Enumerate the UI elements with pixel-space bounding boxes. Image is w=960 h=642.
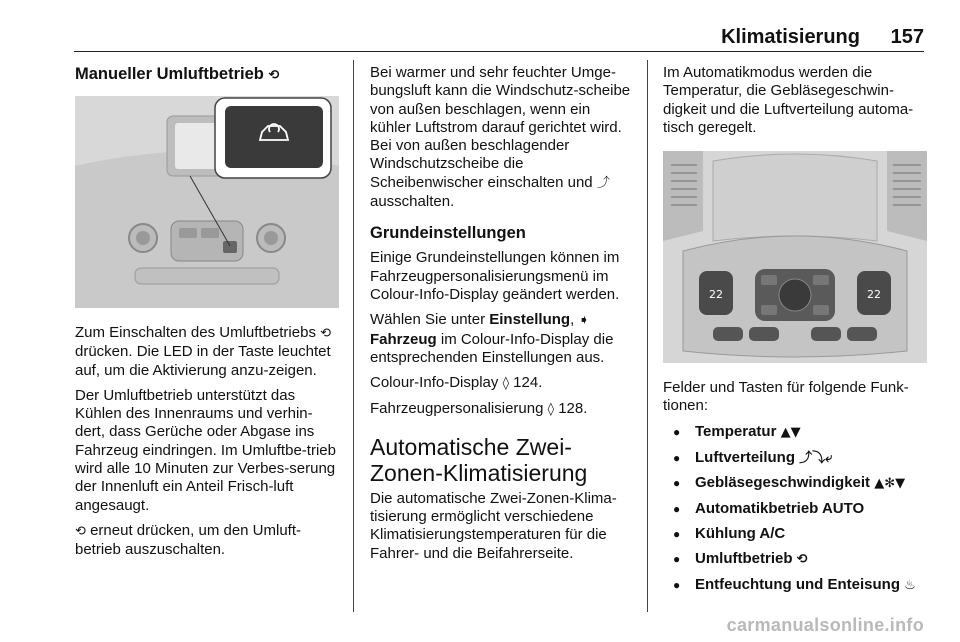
list-item: ● Automatikbetrieb AUTO [663, 500, 925, 518]
column-3 [663, 64, 925, 601]
page-reference-icon: ◊ [502, 376, 509, 392]
list-item: ● Kühlung A/C [663, 525, 925, 543]
defrost-icon: ♨ [904, 577, 916, 593]
column-1 [75, 64, 341, 567]
figure-climate-control-panel [663, 151, 927, 363]
arrow-icon: ➧ [578, 313, 590, 329]
section-heading-basic-settings: Grundeinstellungen [370, 224, 526, 243]
air-distribution-icon: ⤴⤵⤶ [799, 450, 833, 466]
paragraph-windshield: Bei warmer und sehr feuchter Umge-bungsluft kann die Windschutz-scheibe von außen beschlagen, wenn ein kühler Luftstrom darauf gerichtet wird. Bei von außen beschlagender Windschutzscheibe die Scheibenwischer einschalten und ⤴ ausschalten. [370, 64, 631, 211]
paragraph-select: Wählen Sie unter Einstellung, ➧ Fahrzeug im Colour-Info-Display die entsprechenden Einstellungen aus. [370, 311, 614, 366]
wiper-icon: ⤴ [596, 175, 610, 191]
list-item: ● Luftverteilung ⤴⤵⤶ [663, 449, 925, 468]
section-heading-dual-zone: Automatische Zwei-Zonen-Klimatisierung [370, 433, 588, 486]
controls-list [663, 423, 925, 595]
column-divider-2 [647, 60, 648, 612]
chapter-title: Klimatisierung [721, 26, 860, 48]
reference-vehicle-personalisation[interactable]: Fahrzeugpersonalisierung ◊ 128. [370, 400, 588, 418]
figure-recirculation-button [75, 96, 339, 308]
recirculation-icon: ⟲ [796, 551, 808, 567]
recirculation-icon: ⟲ [268, 68, 280, 83]
watermark-footer: carmanualsonline.info [726, 615, 924, 635]
page-number: 157 [890, 26, 924, 48]
temperature-arrows-icon: ▲▼ [780, 424, 801, 440]
fan-speed-icon: ▲✻▼ [874, 476, 906, 492]
column-2 [370, 64, 635, 570]
reference-colour-info-display[interactable]: Colour-Info-Display ◊ 124. [370, 374, 543, 392]
paragraph-settings: Einige Grundeinstellungen können im Fahrzeugpersonalisierungsmenü im Colour-Info-Display geändert werden. [370, 249, 620, 303]
column-divider-1 [353, 60, 354, 612]
section-heading-recirculation: Manueller Umluftbetrieb ⟲ [75, 65, 280, 83]
paragraph-description: Der Umluftbetrieb unterstützt das Kühlen des Innenraums und verhin-dert, dass Gerüche oder Abgase ins Fahrzeug eindringen. Im Umluftbe-trieb wird alle 10 Minuten zur Verbes-serung der Innenluft ein Anteil Frisch-luft angesaugt. [75, 386, 336, 514]
paragraph-deactivate: ⟲ erneut drücken, um den Umluft-betrieb auszuschalten. [75, 521, 302, 559]
list-item: ● Temperatur ▲▼ [663, 423, 925, 442]
list-item: ● Umluftbetrieb ⟲ [663, 550, 925, 569]
paragraph-automatic: Im Automatikmodus werden die Temperatur, die Gebläsegeschwin-digkeit und die Luftverteilung automa-tisch geregelt. [663, 64, 914, 136]
page-header [74, 24, 924, 52]
list-item: ● Gebläsegeschwindigkeit ▲✻▼ [663, 474, 925, 493]
header-rule [74, 51, 924, 52]
right-temp-label: 22 [867, 288, 881, 302]
page-reference-icon: ◊ [547, 402, 555, 418]
list-item: ● Entfeuchtung und Enteisung ♨ [663, 576, 925, 595]
paragraph-dual-zone: Die automatische Zwei-Zonen-Klima-tisierung ermöglicht verschiedene Klimatisierungstemperaturen für die Fahrer- und die Beifahrerseite. [370, 489, 617, 562]
left-temp-label: 22 [709, 288, 723, 302]
recirculation-icon: ⟲ [320, 326, 332, 341]
paragraph-controls-intro: Felder und Tasten für folgende Funk-tionen: [663, 379, 909, 415]
paragraph-activate: Zum Einschalten des Umluftbetriebs ⟲ drücken. Die LED in der Taste leuchtet auf, um die Aktivierung anzu-zeigen. [75, 324, 332, 379]
recirculation-icon: ⟲ [75, 523, 86, 539]
